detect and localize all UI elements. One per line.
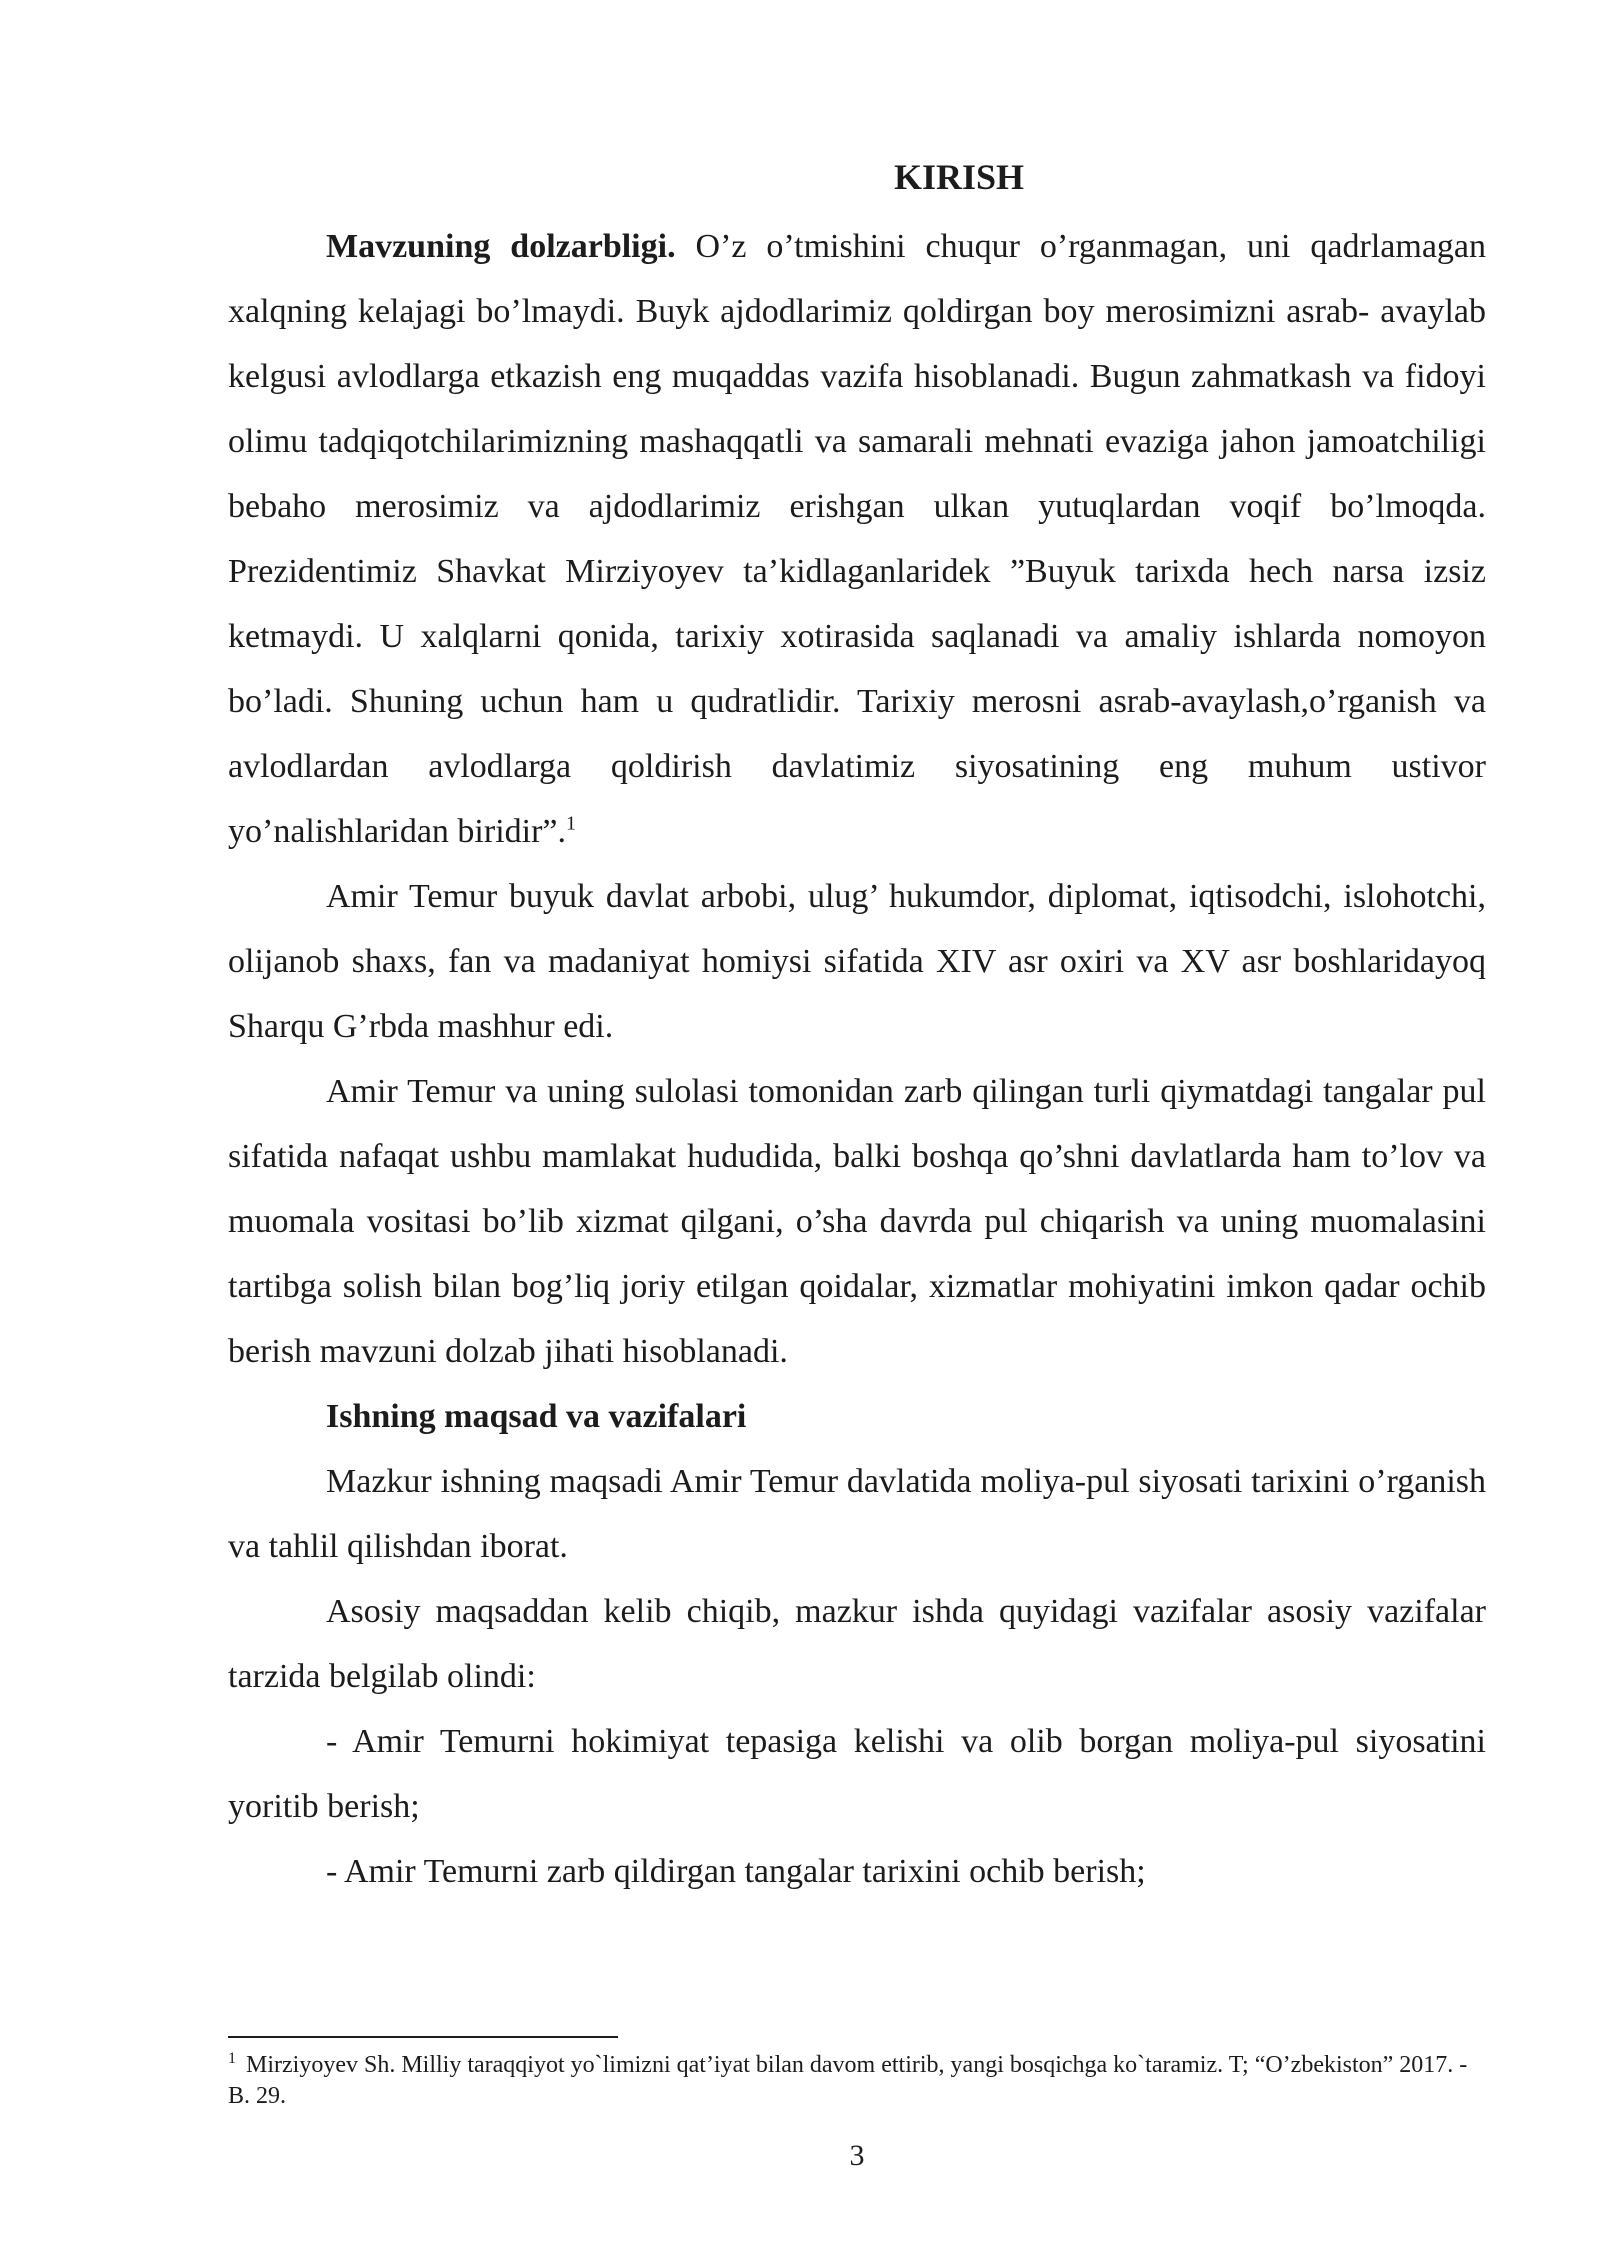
- footnote: [228, 2050, 1486, 2112]
- document-page: [228, 150, 1486, 1904]
- paragraph-lead: Mavzuning dolzarbligi.: [326, 228, 676, 265]
- footnote-text: Mirziyoyev Sh. Milliy taraqqiyot yo`limizni qat’iyat bilan davom ettirib, yangi bosqichga ko`taramiz. T; “O’zbekiston” 2017. -B. 29.: [228, 2052, 1468, 2109]
- paragraph-coins: Amir Temur va uning sulolasi tomonidan zarb qilingan turli qiymatdagi tangalar pul sifatida nafaqat ushbu mamlakat hududida, balki boshqa qo’shni davlatlarda ham to’lov va muomala vositasi bo’lib xizmat qilgani, o’sha davrda pul chiqarish va uning muomalasini tartibga solish bilan bog’liq joriy etilgan qoidalar, xizmatlar mohiyatini imkon qadar ochib berish mavzuni dolzab jihati hisoblanadi.: [228, 1073, 1486, 1370]
- paragraph-relevance: [228, 214, 1486, 864]
- paragraph-amir-temur: Amir Temur buyuk davlat arbobi, ulug’ hukumdor, diplomat, iqtisodchi, islohotchi, olijanob shaxs, fan va madaniyat homiysi sifatida XIV asr oxiri va XV asr boshlaridayoq Sharqu G’rbda mashhur edi.: [228, 878, 1486, 1045]
- list-item: - Amir Temurni zarb qildirgan tangalar tarixini ochib berish;: [326, 1853, 1146, 1890]
- paragraph-text: O’z o’tmishini chuqur o’rganmagan, uni qadrlamagan xalqning kelajagi bo’lmaydi. Buyk ajdodlarimiz qoldirgan boy merosimizni asrab- avaylab kelgusi avlodlarga etkazish eng muqaddas vazifa hisoblanadi. Bugun zahmatkash va fidoyi olimu tadqiqotchilarimizning mashaqqatli va samarali mehnati evaziga jahon jamoatchiligi bebaho merosimiz va ajdodlarimiz erishgan ulkan yutuqlardan voqif bo’lmoqda. Prezidentimiz Shavkat Mirziyoyev ta’kidlaganlaridek ”Buyuk tarixda hech narsa izsiz ketmaydi. U xalqlarni qonida, tarixiy xotirasida saqlanadi va amaliy ishlarda nomoyon bo’ladi. Shuning uchun ham u qudratlidir. Tarixiy merosni asrab-avaylash,o’rganish va avlodlardan avlodlarga qoldirish davlatimiz siyosatining eng muhum ustivor yo’nalishlaridan biridir”.: [228, 228, 1487, 850]
- page-number: 3: [849, 2139, 865, 2172]
- document-title: KIRISH: [893, 157, 1025, 197]
- list-item: - Amir Temurni hokimiyat tepasiga kelishi va olib borgan moliya-pul siyosatini yoritib berish;: [228, 1723, 1486, 1825]
- paragraph-purpose: Mazkur ishning maqsadi Amir Temur davlatida moliya-pul siyosati tarixini o’rganish va tahlil qilishdan iborat.: [228, 1463, 1486, 1565]
- footnote-reference[interactable]: 1: [566, 812, 577, 835]
- paragraph-tasks-intro: Asosiy maqsaddan kelib chiqib, mazkur ishda quyidagi vazifalar asosiy vazifalar tarzida belgilab olindi:: [228, 1593, 1486, 1695]
- section-heading: Ishning maqsad va vazifalari: [326, 1398, 747, 1435]
- footnote-separator: [228, 2036, 618, 2038]
- footnote-number: 1: [228, 2050, 236, 2067]
